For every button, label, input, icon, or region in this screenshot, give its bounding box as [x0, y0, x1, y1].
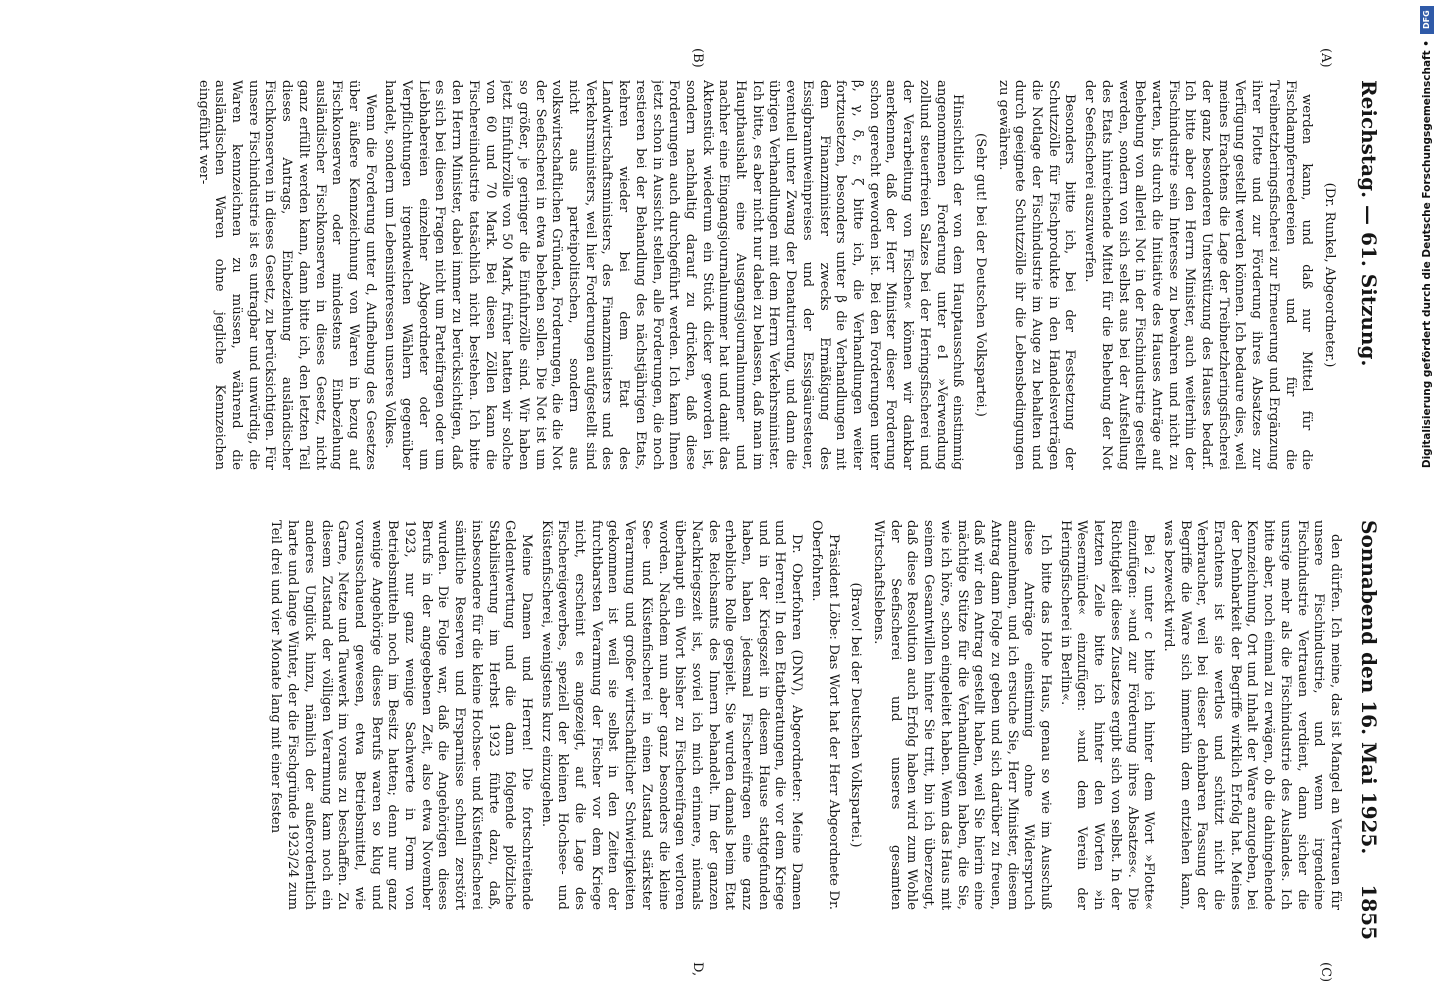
- page-header: [1347, 80, 1387, 940]
- dfg-credit-text: Digitalisierung gefördert durch die Deutsche Forschungsgemeinschaft •: [1421, 40, 1433, 469]
- header-date: Sonnabend den 16. Mai 1925.: [1357, 520, 1381, 855]
- header-left: Reichstag. — 61. Sitzung.: [1357, 80, 1381, 367]
- paragraph: den dürfen. Ich meine, das ist Mangel an Vertrauen für unsere Fischindustrie, und wenn irgendeine Fischindustrie Vertrauen verdient, dann sicher die unsrige mehr als die Fischindustrie des Auslandes. Ich bitte aber, noch einmal zu erwägen, ob die dahingehende Kennzeichnung, Ort und Inhalt der Ware anzugeben, bei der Dehnbarkeit der Begriffe wirklich Erfolg hat. Meines Erachtens ist sie wertlos und schützt nicht die Verbraucher, weil bei dieser dehnbaren Fassung der Begriffe die Ware sich immerhin dem entziehen kann, was bezweckt wird.: [1160, 520, 1343, 910]
- dfg-credit-strip: [1419, 0, 1434, 1000]
- margin-marker-a: (A): [1318, 48, 1333, 68]
- page-number: 1855: [1357, 884, 1381, 940]
- scanned-page: [85, 0, 1405, 1000]
- margin-marker-b: (B): [690, 48, 705, 68]
- paragraph: (Sehr gut! bei der Deutschen Volkspartei.): [972, 133, 988, 417]
- left-text-column: [103, 80, 1343, 470]
- paragraph: Hinsichtlich der von dem Hauptausschuß einstimmig angenommenen Forderung unter e1 »Verwendung zollund steuerfreien Salzes bei der Heringsfischerei und der Verarbeitung von Fischen« können wir dankbar anerkennen, daß der Herr Minister dieser Forderung schon gerecht geworden ist. Bei den Forderungen unter β, γ, δ, ε, ζ bitte ich, die Verhandlungen weiter fortzusetzen, besonders unter β die Verhandlungen mit dem Finanzminister zwecks Ermäßigung des Essigbranntweinpreises und der Essigsäuresteuer, eventuell unter Zwang der Denaturierung, und dann die übrigen Verhandlungen mit dem Herrn Verkehrsminister. Ich bitte, es aber nicht nur dabei zu belassen, daß man im Haupthaushalt eine Ausgangsjournalnummer und nachher eine Eingangsjournalnummer hat und damit das Aktenstück wiederum ein Stück dicker geworden ist, sondern nachhaltig darauf zu drücken, daß diese Forderungen auch durchgeführt werden. Ich kann Ihnen jetzt schon in Aussicht stellen, alle Forderungen, die noch restieren bei der Behandlung des nächstjährigen Etats, kehren wieder bei dem Etat des Landwirtschaftsministers, des Finanzministers und des Verkehrsministers, weil hier Forderungen aufgestellt sind nicht aus parteipolitischen, sondern aus volkswirtschaftlichen Gründen, Forderungen, die die Not der Seefischerei in etwa beheben sollen. Die Not ist um so größer, je geringer die Einfuhrzölle sind. Wir haben jetzt Einfuhrzölle von 50 Mark, früher hatten wir solche von 60 und 70 Mark. Bei diesen Zöllen kann die Fischereiindustrie tatsächlich nicht bestehen. Ich bitte den Herrn Minister, dabei immer zu berücksichtigen, daß es sich bei diesen Fragen nicht um Parteifragen oder um Liebhabereien einzelner Abgeordneter oder um Verpflichtungen irgendwelchen Wählern gegenüber handelt, sondern um Lebensinteressen unseres Volkes.: [382, 80, 966, 470]
- dfg-logo: DFG: [1420, 6, 1434, 34]
- right-text-column: [103, 520, 1343, 910]
- paragraph: Dr. Oberfohren (DNV), Abgeordneter: Meine Damen und Herren! In den Etatberatungen, die vor dem Kriege und in der Kriegszeit in diesem Hause stattgefunden haben, haben jedesmal Fischereifragen eine ganz erhebliche Rolle gespielt. Sie wurden damals beim Etat des Reichsamts des Innern behandelt. Im der ganzen Nachkriegszeit ist, soviel ich mich erinnere, niemals überhaupt ein Wort bisher zu Fischereifragen verloren worden. Nachdem nun aber ganz besonders die kleine See- und Küstenfischerei in einen Zustand stärkster Verarmung und großer wirtschaftlicher Schwierigkeiten gekommen ist weil sie selbst in den Zeiten der furchtbarsten Verarmung der Fischer vor dem Kriege nicht, erscheint es angezeigt, auf die Lage des Fischereigewerbes, speziell der kleinen Hochsee- und Küstenfischerei, wenigstens kurz einzugehen.: [538, 520, 805, 910]
- paragraph: (Dr. Runkel, Abgeordneter.): [1322, 182, 1337, 368]
- paragraph: (Bravo! bei der Deutschen Volkspartei.): [848, 582, 864, 848]
- paragraph: Wenn die Forderung unter d, Aufhebung des Gesetzes über äußere Kennzeichnung von Waren in bezug auf Fischkonserven oder mindestens Einbeziehung ausländischer Fischkonserven in dieses Gesetz, nicht ganz erfüllt werden kann, dann bitte ich, den letzten Teil dieses Antrags, Einbeziehung ausländischer Fischkonserven in dieses Gesetz, zu berücksichtigen. Für unsere Fischindustrie ist es untragbar und unwürdig, die Waren kennzeichnen zu müssen, während die ausländischen Waren ohne jegliche Kennzeichen eingeführt wer-: [195, 80, 378, 470]
- paragraph: werden kann, und daß nur Mittel für die Fischdampferreedereien und für die Treibnetzheringsfischerei zur Erneuerung und Ergänzung ihrer Flotte und zur Förderung ihres Absatzes zur Verfügung gestellt werden können. Ich bedaure dies, weil meines Erachtens die Lage der Treibnetzheringsfischerei der ganz besonderen Unterstützung des Hauses bedarf. Ich bitte aber den Herrn Minister, auch weiterhin der Fischindustrie sein Interesse zu bewahren und nicht zu warten, bis durch die Initiative des Hauses Anträge auf Behebung von allerlei Not in der Fischindustrie gestellt werden, sondern von sich selbst aus bei der Aufstellung des Etats hinreichende Mittel für die Behebung der Not der Seefischerei auszuwerfen.: [1082, 80, 1315, 470]
- margin-marker-d: D,: [690, 962, 705, 977]
- paragraph: Besonders bitte ich, bei der Festsetzung der Schutzzölle für Fischprodukte in den Handelsverträgen die Notlage der Fischindustrie im Auge zu behalten und durch geeignete Schutzzölle ihr die Lebensbedingungen zu gewähren.: [995, 80, 1078, 470]
- paragraph: Präsident Löbe: Das Wort hat der Herr Abgeordnete Dr. Oberfohren.: [808, 520, 841, 910]
- paragraph: Meine Damen und Herren! Die fortschreitende Geldentwertung und die dann folgende plötzliche Stabilisierung im Herbst 1923 führte dazu, daß, insbesondere für die kleine Hochsee- und Küstenfischerei sämtliche Reserven und Ersparnisse schnell zerstört wurden. Die Folge war, daß die Angehörigen dieses Berufs in der angegebenen Zeit, also etwa November 1923, nur ganz wenige Sachwerte in Form von Betriebsmitteln noch im Besitz hatten; denn nur ganz wenige Angehörige dieses Berufs waren so klug und vorausschauend gewesen, etwa Betriebsmittel, wie Garne, Netze und Tauwerk im voraus zu beschaffen. Zu diesem Zustand der völligen Verarmung kam noch ein anderes Unglück hinzu, nämlich der außerordentlich harte und lange Winter, der die Fischgründe 1923/24 zum Teil drei und vier Monate lang mit einer festen: [268, 520, 534, 910]
- paragraph: Ich bitte das Hohe Haus, genau so wie im Ausschuß diese Anträge einstimmig ohne Widerspruch anzunehmen, und ich ersuche Sie, Herr Minister, diesem Antrag dann Folge zu geben und sich darüber zu freuen, daß wir den Antrag gestellt haben, weil Sie hierin eine mächtige Stütze für die Verhandlungen haben, die Sie, wie ich höre, schon eingeleitet haben. Wenn das Haus mit seinem Gesamtwillen hinter Sie tritt, bin ich überzeugt, daß diese Resolution auch Erfolg haben wird zum Wohle der Seefischerei und unseres gesamten Wirtschaftslebens.: [871, 520, 1054, 910]
- paragraph: Bei 2 unter c bitte ich hinter dem Wort »Flotte« einzufügen: »und zur Förderung ihres Absatzes«. Die Richtigkeit dieses Zusatzes ergibt sich von selbst. In der letzten Zeile bitte ich hinter den Worten »in Wesermünde« einzufügen: »und dem Verein der Heringsfischerei in Berlin«.: [1057, 520, 1157, 910]
- margin-marker-c: (C): [1318, 962, 1333, 983]
